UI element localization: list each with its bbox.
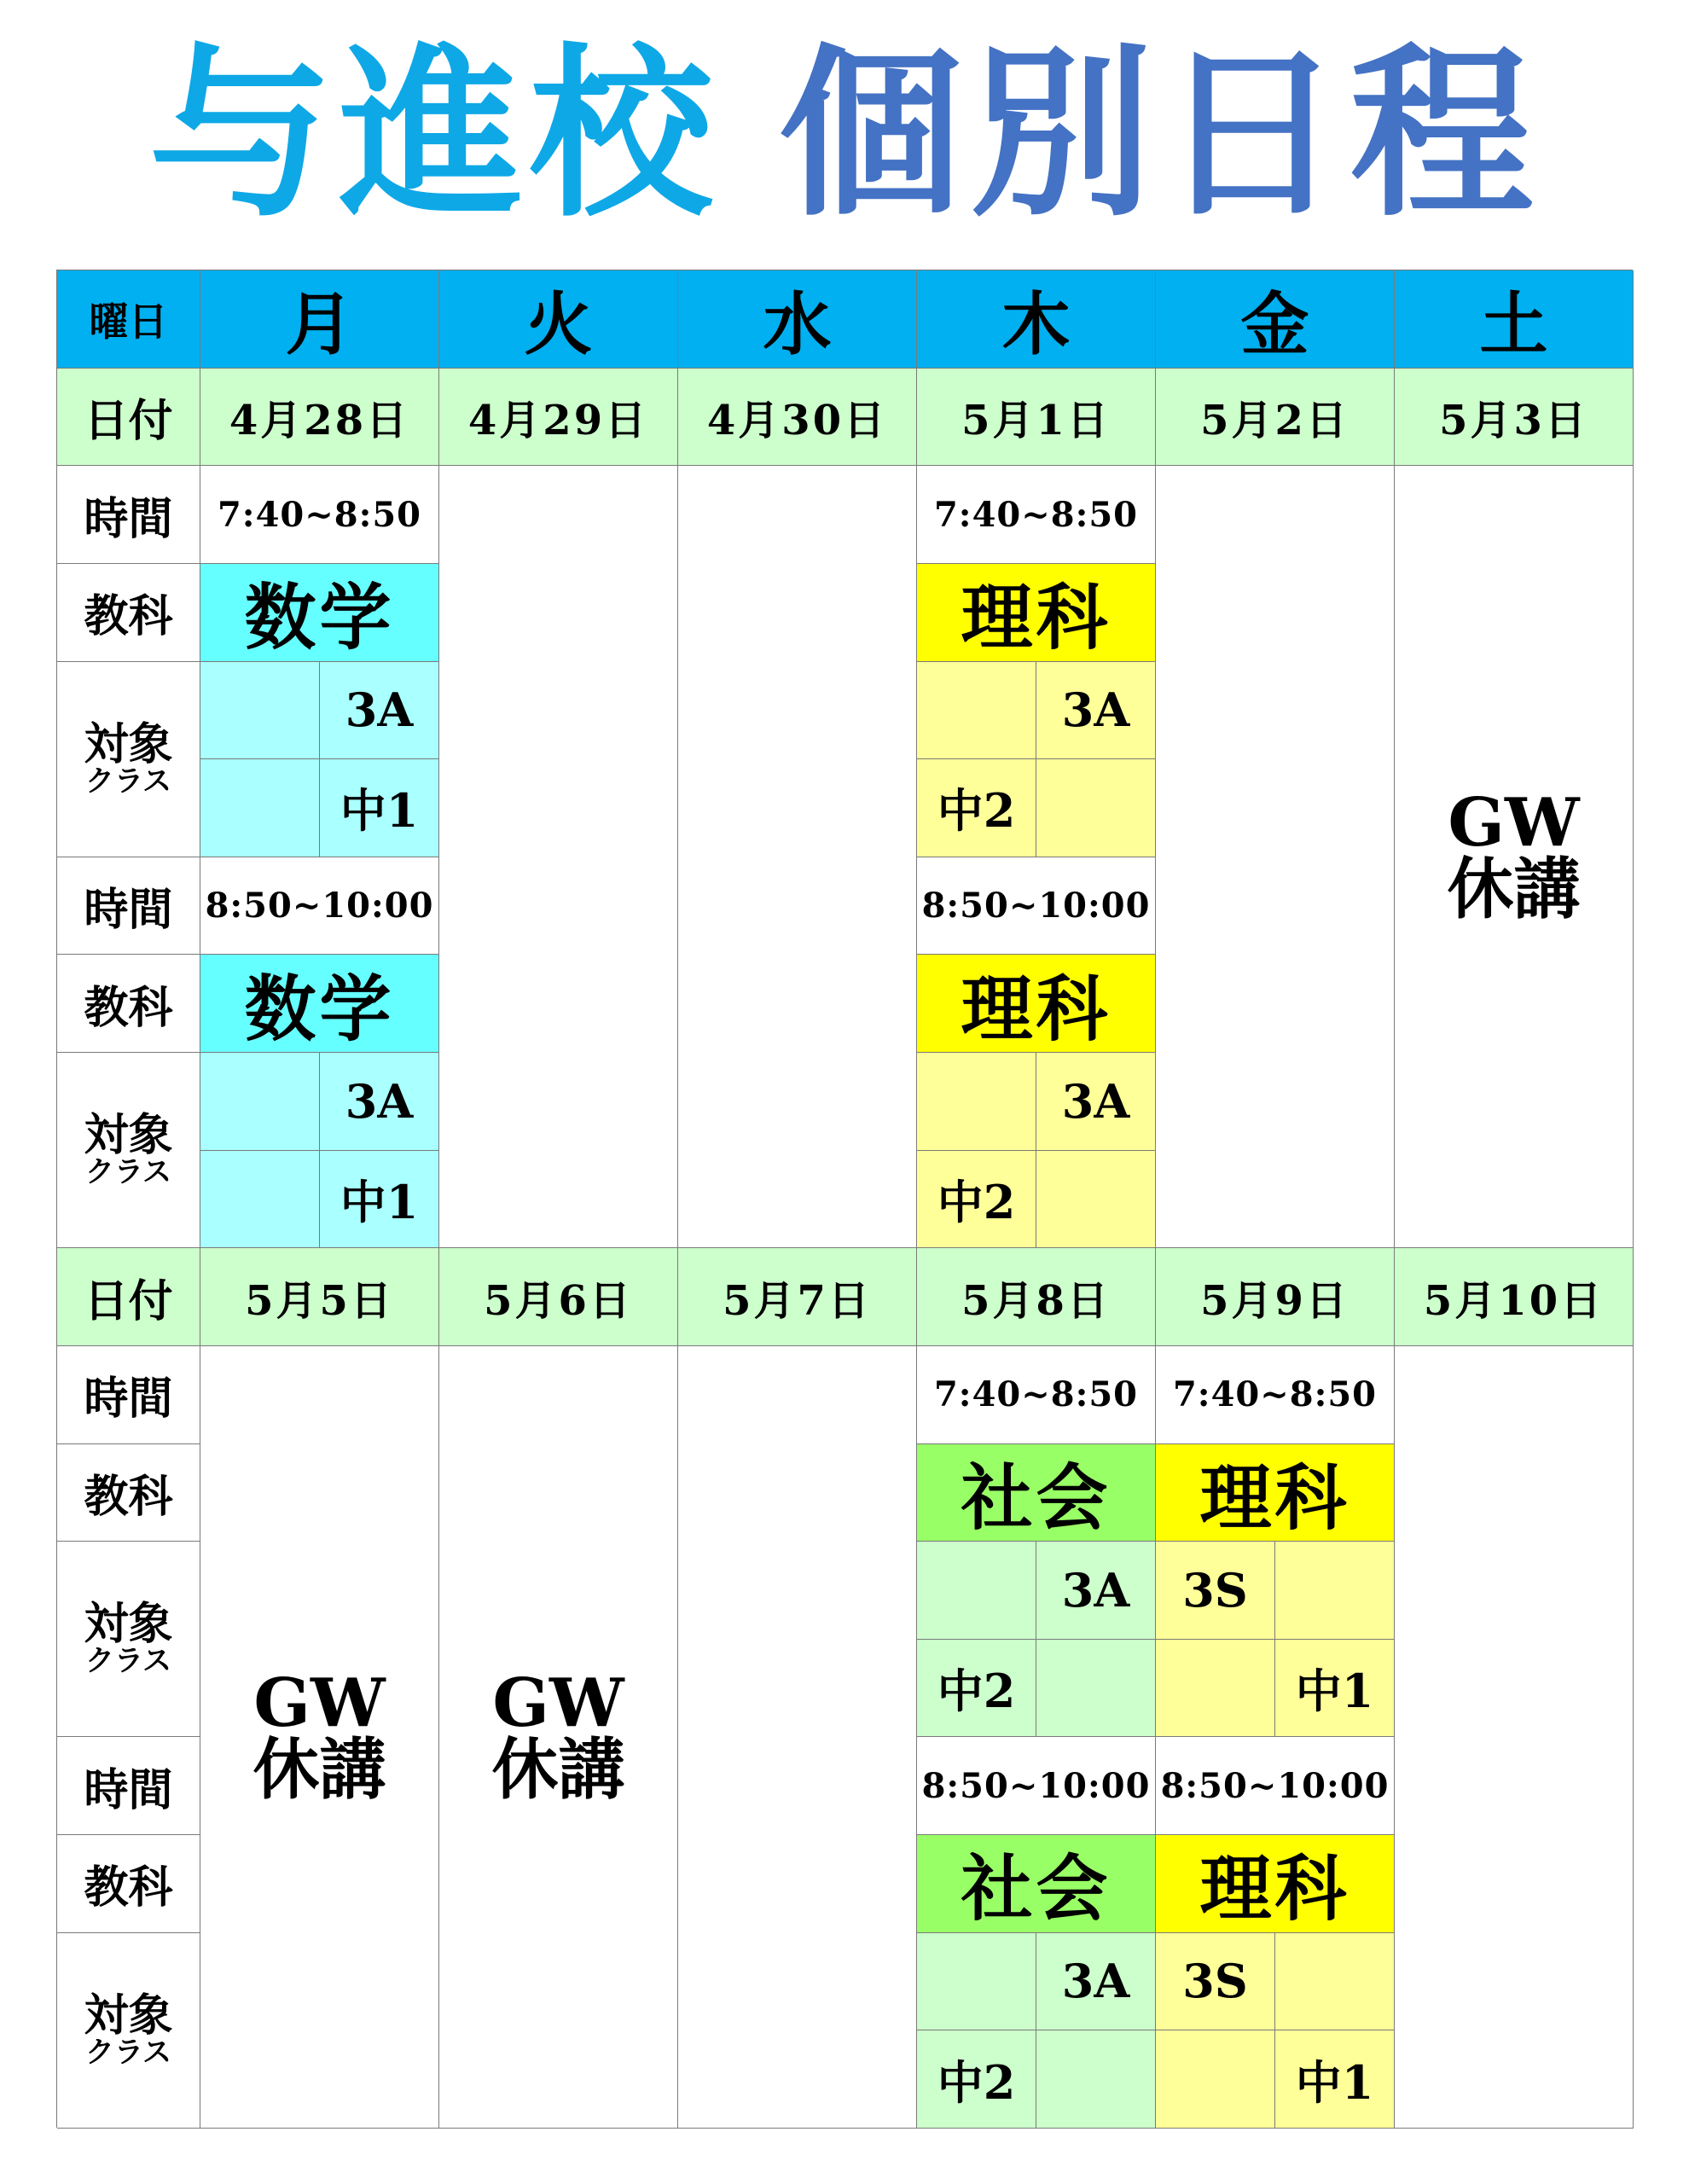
gw-closed bbox=[1395, 466, 1634, 1248]
empty-day bbox=[678, 466, 917, 1248]
target-label bbox=[57, 662, 200, 857]
day-sat: 土 bbox=[1395, 270, 1634, 369]
title-subtitle: 個別日程 bbox=[779, 27, 1541, 241]
target-label-a: 対象 bbox=[84, 1989, 173, 2042]
class-cell: 3A bbox=[320, 662, 439, 760]
subject-label: 教科 bbox=[57, 955, 200, 1053]
class-cell: 3A bbox=[320, 1053, 439, 1151]
class-cell: 中2 bbox=[917, 2030, 1036, 2129]
target-label-b: クラス bbox=[85, 1644, 171, 1679]
class-cell: 3S bbox=[1156, 1933, 1275, 2031]
empty-cell bbox=[917, 662, 1036, 760]
time-cell: 8:50~10:00 bbox=[917, 1737, 1156, 1835]
empty-cell bbox=[1036, 2030, 1156, 2129]
time-cell: 7:40~8:50 bbox=[1156, 1346, 1395, 1444]
date-cell: 5月8日 bbox=[917, 1248, 1156, 1346]
target-label bbox=[57, 1933, 200, 2129]
date-cell: 5月6日 bbox=[439, 1248, 678, 1346]
class-cell: 中2 bbox=[917, 1640, 1036, 1738]
date-label: 日付 bbox=[57, 369, 200, 467]
class-cell: 3A bbox=[1036, 662, 1156, 760]
target-label bbox=[57, 1053, 200, 1248]
class-cell: 中1 bbox=[1275, 2030, 1395, 2129]
time-cell: 7:40~8:50 bbox=[200, 466, 439, 564]
subject-label: 教科 bbox=[57, 1444, 200, 1542]
class-cell: 中1 bbox=[320, 1151, 439, 1249]
empty-cell bbox=[1156, 2030, 1275, 2129]
subject-label: 教科 bbox=[57, 1835, 200, 1933]
date-cell: 4月29日 bbox=[439, 369, 678, 467]
target-label-a: 対象 bbox=[84, 717, 173, 770]
subject-cell: 社会 bbox=[917, 1835, 1156, 1933]
closed-text: 休講 bbox=[491, 1730, 625, 1809]
class-cell: 3S bbox=[1156, 1542, 1275, 1640]
class-cell: 3A bbox=[1036, 1542, 1156, 1640]
empty-cell bbox=[1156, 1640, 1275, 1738]
empty-cell bbox=[200, 662, 320, 760]
day-thu: 木 bbox=[917, 270, 1156, 369]
empty-cell bbox=[917, 1542, 1036, 1640]
gw-closed bbox=[200, 1346, 439, 2129]
empty-cell bbox=[200, 1053, 320, 1151]
subject-label: 教科 bbox=[57, 564, 200, 662]
empty-day bbox=[678, 1346, 917, 2129]
target-label bbox=[57, 1542, 200, 1737]
date-label: 日付 bbox=[57, 1248, 200, 1346]
empty-cell bbox=[200, 1151, 320, 1249]
target-label-b: クラス bbox=[85, 1155, 171, 1190]
empty-cell bbox=[1275, 1542, 1395, 1640]
closed-text: 休講 bbox=[1447, 851, 1581, 929]
date-cell: 5月1日 bbox=[917, 369, 1156, 467]
empty-day bbox=[1156, 466, 1395, 1248]
gw-closed bbox=[439, 1346, 678, 2129]
class-cell: 3A bbox=[1036, 1933, 1156, 2031]
subject-cell: 数学 bbox=[200, 564, 439, 662]
day-mon: 月 bbox=[200, 270, 439, 369]
empty-day bbox=[439, 466, 678, 1248]
subject-cell: 理科 bbox=[917, 564, 1156, 662]
schedule-table bbox=[56, 270, 1633, 2128]
day-fri: 金 bbox=[1156, 270, 1395, 369]
target-label-a: 対象 bbox=[84, 1109, 173, 1162]
subject-cell: 理科 bbox=[917, 955, 1156, 1053]
class-cell: 3A bbox=[1036, 1053, 1156, 1151]
gw-text: GW bbox=[253, 1664, 386, 1742]
time-cell: 8:50~10:00 bbox=[200, 857, 439, 956]
empty-cell bbox=[200, 759, 320, 857]
subject-cell: 理科 bbox=[1156, 1444, 1395, 1542]
date-cell: 4月28日 bbox=[200, 369, 439, 467]
gw-text: GW bbox=[492, 1664, 624, 1742]
target-label-b: クラス bbox=[85, 764, 171, 799]
class-cell: 中1 bbox=[1275, 1640, 1395, 1738]
empty-cell bbox=[1036, 1151, 1156, 1249]
date-cell: 5月2日 bbox=[1156, 369, 1395, 467]
weekday-label: 曜日 bbox=[57, 270, 200, 369]
date-cell: 5月3日 bbox=[1395, 369, 1634, 467]
subject-cell: 理科 bbox=[1156, 1835, 1395, 1933]
closed-text: 休講 bbox=[252, 1730, 386, 1809]
subject-cell: 社会 bbox=[917, 1444, 1156, 1542]
class-cell: 中2 bbox=[917, 759, 1036, 857]
page-title bbox=[0, 24, 1689, 246]
empty-cell bbox=[1036, 1640, 1156, 1738]
time-cell: 7:40~8:50 bbox=[917, 466, 1156, 564]
empty-cell bbox=[917, 1933, 1036, 2031]
empty-cell bbox=[917, 1053, 1036, 1151]
date-cell: 5月7日 bbox=[678, 1248, 917, 1346]
subject-cell: 数学 bbox=[200, 955, 439, 1053]
date-cell: 5月9日 bbox=[1156, 1248, 1395, 1346]
gw-text: GW bbox=[1448, 784, 1580, 863]
day-tue: 火 bbox=[439, 270, 678, 369]
class-cell: 中1 bbox=[320, 759, 439, 857]
time-label: 時間 bbox=[57, 466, 200, 564]
day-wed: 水 bbox=[678, 270, 917, 369]
time-label: 時間 bbox=[57, 857, 200, 956]
target-label-a: 対象 bbox=[84, 1598, 173, 1651]
time-cell: 7:40~8:50 bbox=[917, 1346, 1156, 1444]
date-cell: 5月10日 bbox=[1395, 1248, 1634, 1346]
empty-day bbox=[1395, 1346, 1634, 2129]
date-cell: 4月30日 bbox=[678, 369, 917, 467]
target-label-b: クラス bbox=[85, 2035, 171, 2070]
title-school: 与進校 bbox=[148, 27, 720, 241]
empty-cell bbox=[1036, 759, 1156, 857]
time-label: 時間 bbox=[57, 1737, 200, 1835]
class-cell: 中2 bbox=[917, 1151, 1036, 1249]
time-label: 時間 bbox=[57, 1346, 200, 1444]
empty-cell bbox=[1275, 1933, 1395, 2031]
date-cell: 5月5日 bbox=[200, 1248, 439, 1346]
time-cell: 8:50~10:00 bbox=[1156, 1737, 1395, 1835]
time-cell: 8:50~10:00 bbox=[917, 857, 1156, 956]
